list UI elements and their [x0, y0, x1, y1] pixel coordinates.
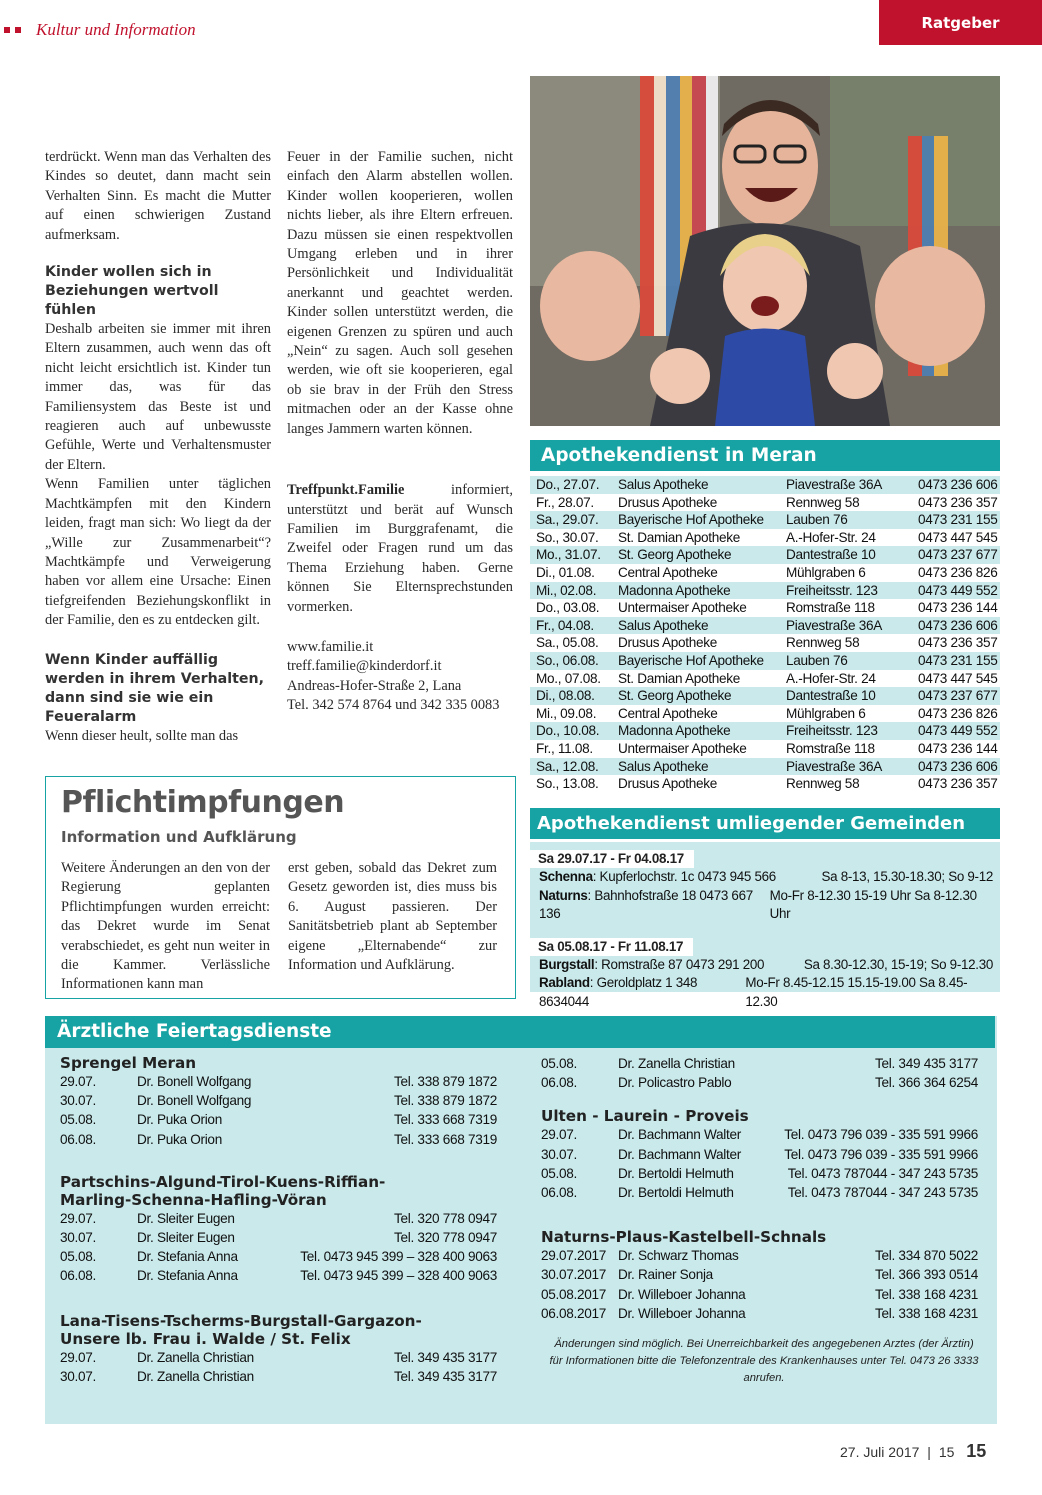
note-line: für Informationen bitte die Telefonzentrale des Krankenhauses unter Tel. 0473 26 3333 anrufen.: [549, 1355, 979, 1384]
table-row: 06.08. Dr. Policastro Pablo Tel. 366 364 6254: [541, 1075, 978, 1091]
area-heading: Sprengel Meran: [60, 1054, 197, 1072]
table-row: Di., 08.08. St. Georg Apotheke Dantestraße 10 0473 237 677: [530, 687, 1000, 705]
address: Andreas-Hofer-Straße 2, Lana: [287, 677, 462, 694]
article-column-2: [287, 148, 513, 716]
category-badge: Ratgeber: [879, 0, 1042, 45]
surrounding-pharmacy-box: [530, 842, 1000, 1009]
pharmacy-table: [530, 476, 1000, 793]
header-bullets: [4, 27, 21, 33]
article-column-1: [45, 148, 271, 746]
doctor-area: [541, 1107, 978, 1202]
table-row: Sa., 29.07. Bayerische Hof Apotheke Lauben 76 0473 231 155: [530, 511, 1000, 529]
section-title: Kultur und Information: [36, 20, 196, 39]
doctor-area: [541, 1228, 978, 1323]
table-row: Di., 01.08. Central Apotheke Mühlgraben 6 0473 236 826: [536, 564, 998, 580]
article-paragraph: terdrückt. Wenn man das Verhalten des Kindes so deutet, dann macht sein Verhalten Sinn. Es macht die Mutter auf einen schwierigen Zustand aufmerksam.: [45, 149, 271, 243]
pharmacy-surrounding-title: Apothekendienst umliegender Gemeinden: [530, 808, 1000, 839]
table-row: Sa., 12.08. Salus Apotheke Piavestraße 36A 0473 236 606: [530, 758, 1000, 776]
family-photo: [530, 76, 1000, 426]
table-row: Do., 03.08. Untermaiser Apotheke Romstraße 118 0473 236 144: [536, 600, 998, 616]
area-heading: Lana-Tisens-Tscherms-Burgstall-Gargazon-Unsere lb. Frau i. Walde / St. Felix: [60, 1311, 422, 1348]
table-row: Mi., 09.08. Central Apotheke Mühlgraben 6 0473 236 826: [536, 705, 998, 721]
doctor-area: [60, 1054, 497, 1149]
article-paragraph: Feuer in der Familie suchen, nicht einfach den Alarm abstellen wollen. Kinder wollen kooperieren, wollen nichts lieber, als ihre Eltern erfreuen. Dazu müssen sie einen respektvollen Umgang erleben und in ihrer Persönlichkeit und Individualität anerkannt und geachtet werden. Kinder sollen unterstützt werden, die eigenen Grenzen zu spüren und auch „Nein“ zu sagen. Auch soll gesehen werden, wie oft sie kooperieren, egal ob sie brav in der Früh den Stress mitmachen oder an der Kasse ohne langes Jammern warten können.: [287, 149, 513, 437]
table-row: Fr., 11.08. Untermaiser Apotheke Romstraße 118 0473 236 144: [536, 740, 998, 756]
area-heading: Naturns-Plaus-Kastelbell-Schnals: [541, 1228, 827, 1247]
table-row: Mo., 07.08. St. Damian Apotheke A.-Hofer-Str. 24 0473 447 545: [536, 670, 998, 686]
org-name: Treffpunkt.Familie: [287, 482, 405, 499]
pharmacy-meran-title: Apothekendienst in Meran: [530, 440, 1000, 471]
page-number: 15: [966, 1441, 987, 1461]
table-row: 05.08. Dr. Bertoldi Helmuth Tel. 0473 787044 - 347 243 5735: [541, 1165, 978, 1181]
table-row: 29.07. Dr. Zanella Christian Tel. 349 435 3177: [60, 1349, 497, 1365]
table-row: 30.07. Dr. Bachmann Walter Tel. 0473 796 039 - 335 591 9966: [541, 1146, 978, 1162]
table-row: 05.08.2017 Dr. Willeboer Johanna Tel. 338 168 4231: [541, 1286, 978, 1302]
table-row: 30.07. Dr. Sleiter Eugen Tel. 320 778 0947: [60, 1230, 497, 1246]
doctor-area: [60, 1173, 497, 1286]
article-subheading: Kinder wollen sich in Beziehungen wertvoll fühlen: [45, 264, 219, 319]
doctors-right-column: [541, 1054, 978, 1341]
week-heading: Sa 29.07.17 - Fr 04.08.17: [530, 850, 694, 868]
table-row: Do., 10.08. Madonna Apotheke Freiheitsstr. 123 0473 449 552: [530, 722, 1000, 740]
table-row: Sa., 05.08. Drusus Apotheke Rennweg 58 0473 236 357: [536, 635, 998, 651]
vaccination-text-2: erst geben, sobald das Dekret zum Gesetz geworden ist, dies muss bis 6. August passieren. Der Sanitätsbetrieb plant ab September eigene „Elternabende“ zur Information und Aufklärung.: [288, 860, 497, 974]
table-row: 06.08. Dr. Bertoldi Helmuth Tel. 0473 787044 - 347 243 5735: [541, 1185, 978, 1201]
table-row: 30.07. Dr. Bonell Wolfgang Tel. 338 879 1872: [60, 1093, 497, 1109]
doctors-left-column: [60, 1054, 497, 1404]
list-item: Schenna: Kupferlochstr. 1c 0473 945 566 Sa 8-13, 15.30-18.30; So 9-12: [539, 869, 993, 884]
vaccination-title: Pflichtimpfungen: [61, 785, 345, 820]
list-item: Naturns: Bahnhofstraße 18 0473 667 136 Mo-Fr 8-12.30 15-19 Uhr Sa 8-12.30 Uhr: [539, 887, 977, 921]
issue-date: 27. Juli 2017: [840, 1444, 920, 1460]
doctors-note: [541, 1336, 987, 1387]
website-link[interactable]: www.familie.it: [287, 638, 374, 655]
list-item: Burgstall: Romstraße 87 0473 291 200 Sa 8.30-12.30, 15-19; So 9-12.30: [539, 956, 993, 972]
phone-numbers: Tel. 342 574 8764 und 342 335 0083: [287, 697, 500, 714]
table-row: Mo., 31.07. St. Georg Apotheke Dantestraße 10 0473 237 677: [530, 546, 1000, 564]
article-subheading: Wenn Kinder auffällig werden in ihrem Verhalten, dann sind sie wie ein Feueralarm: [45, 651, 265, 725]
org-text: informiert, unterstützt und berät auf Wunsch Familien im Burggrafenamt, die Zweifel oder Fragen rund um das Thema Erziehung haben. Gerne können Sie Elternsprechstunden vormerken.: [287, 482, 513, 615]
footer-separator: |: [927, 1444, 931, 1460]
table-row: 05.08. Dr. Puka Orion Tel. 333 668 7319: [60, 1112, 497, 1128]
doctor-area: [541, 1054, 978, 1092]
org-info: [287, 481, 513, 617]
table-row: So., 30.07. St. Damian Apotheke A.-Hofer-Str. 24 0473 447 545: [536, 529, 998, 545]
article-paragraph: Deshalb arbeiten sie immer mit ihren Eltern zusammen, auch wenn das oft nicht leicht ersichtlich ist. Kinder tun immer das, was für das Familiensystem das Beste ist und reagieren auch auf unbewusste Gefühle, Werte und Verhaltensmuster der Eltern.: [45, 321, 271, 473]
page-footer: [840, 1441, 986, 1462]
table-row: 29.07. Dr. Sleiter Eugen Tel. 320 778 0947: [60, 1210, 497, 1226]
table-row: So., 06.08. Bayerische Hof Apotheke Lauben 76 0473 231 155: [530, 652, 1000, 670]
table-row: Fr., 28.07. Drusus Apotheke Rennweg 58 0473 236 357: [536, 494, 998, 510]
area-heading: Partschins-Algund-Tirol-Kuens-Riffian-Marling-Schenna-Hafling-Vöran: [60, 1172, 386, 1209]
table-row: 06.08. Dr. Puka Orion Tel. 333 668 7319: [60, 1131, 497, 1147]
table-row: Fr., 04.08. Salus Apotheke Piavestraße 36A 0473 236 606: [530, 617, 1000, 635]
article-paragraph: Wenn Familien unter täglichen Machtkämpfen mit den Kindern leiden, fragt man sich: Wo liegt da der „Wille zur Zusammenarbeit“? Machtkämpfe und Verweigerung haben vor allem eine Ursache: Einen tiefgreifenden Beziehungskonflikt in der Familie, den es zu entdecken gilt.: [45, 476, 271, 629]
table-row: 29.07.2017 Dr. Schwarz Thomas Tel. 334 870 5022: [541, 1248, 978, 1264]
article-paragraph: Wenn dieser heult, sollte man das: [45, 727, 239, 744]
doctors-title: Ärztliche Feiertagsdienste: [45, 1016, 995, 1048]
area-heading: Ulten - Laurein - Proveis: [541, 1107, 749, 1126]
table-row: Mi., 02.08. Madonna Apotheke Freiheitsstr. 123 0473 449 552: [530, 582, 1000, 600]
list-item: Rabland: Geroldplatz 1 348 8634044 Mo-Fr 8.45-12.15 15.15-19.00 Sa 8.45-12.30: [539, 975, 968, 1009]
table-row: 29.07. Dr. Bachmann Walter Tel. 0473 796 039 - 335 591 9966: [541, 1127, 978, 1143]
note-line: Änderungen sind möglich. Bei Unerreichbarkeit des angegebenen Arztes (der Ärztin): [554, 1338, 974, 1350]
table-row: 29.07. Dr. Bonell Wolfgang Tel. 338 879 1872: [60, 1074, 497, 1089]
vaccination-subtitle: Information und Aufklärung: [61, 828, 297, 846]
vaccination-text-1: Weitere Änderungen an den von der Regierung geplanten Pflichtimpfungen wurden erreicht: das Dekret wurde im Senat verabschiedet, es geht nun weiter in die Kammer. Verlässliche Informationen kann man: [61, 860, 270, 993]
table-row: So., 13.08. Drusus Apotheke Rennweg 58 0473 236 357: [536, 776, 998, 792]
table-row: 05.08. Dr. Stefania Anna Tel. 0473 945 399 – 328 400 9063: [60, 1249, 497, 1265]
week-heading: Sa 05.08.17 - Fr 11.08.17: [530, 938, 693, 956]
table-row: 06.08.2017 Dr. Willeboer Johanna Tel. 338 168 4231: [541, 1305, 978, 1321]
footer-page-small: 15: [938, 1444, 955, 1460]
email-link[interactable]: treff.familie@kinderdorf.it: [287, 658, 442, 675]
table-row: 05.08. Dr. Zanella Christian Tel. 349 435 3177: [541, 1056, 978, 1071]
table-row: 30.07.2017 Dr. Rainer Sonja Tel. 366 393 0514: [541, 1267, 978, 1283]
table-row: 06.08. Dr. Stefania Anna Tel. 0473 945 399 – 328 400 9063: [60, 1268, 497, 1284]
table-row: Do., 27.07. Salus Apotheke Piavestraße 36A 0473 236 606: [530, 476, 1000, 494]
doctor-area: [60, 1312, 497, 1386]
table-row: 30.07. Dr. Zanella Christian Tel. 349 435 3177: [60, 1368, 497, 1384]
